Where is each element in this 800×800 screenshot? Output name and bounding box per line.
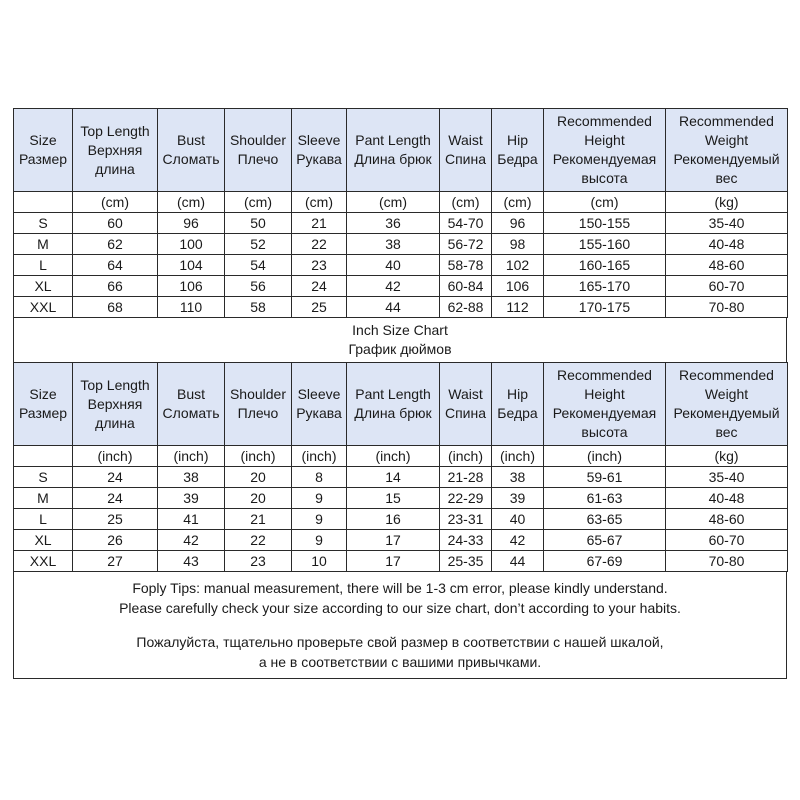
table-cell: 106 xyxy=(158,276,225,297)
table-row xyxy=(14,213,788,234)
table-cell: 15 xyxy=(347,488,440,509)
table-cell: 8 xyxy=(292,467,347,488)
column-header xyxy=(440,363,492,446)
size-label-cell: S xyxy=(14,467,73,488)
table-cell: 42 xyxy=(347,276,440,297)
table-cell: 102 xyxy=(492,255,544,276)
table-cell: 35-40 xyxy=(666,213,788,234)
table-cell: 59-61 xyxy=(544,467,666,488)
column-header-line: Pant Length xyxy=(355,132,431,148)
table-cell: 40-48 xyxy=(666,234,788,255)
unit-cell: (cm) xyxy=(225,192,292,213)
size-label-cell: XL xyxy=(14,276,73,297)
table-cell: 24 xyxy=(73,488,158,509)
column-header-line: Размер xyxy=(18,405,68,421)
column-header xyxy=(347,109,440,192)
unit-cell: (cm) xyxy=(347,192,440,213)
table-cell: 170-175 xyxy=(544,297,666,318)
table-cell: 52 xyxy=(225,234,292,255)
table-cell: 22-29 xyxy=(440,488,492,509)
column-header-line: Плечо xyxy=(237,405,279,421)
column-header-line: Waist xyxy=(448,386,483,402)
inch-banner-subtitle: График дюймов xyxy=(348,341,452,357)
unit-cell: (inch) xyxy=(347,446,440,467)
table-cell: 56-72 xyxy=(440,234,492,255)
column-header-line: Size xyxy=(29,386,57,402)
unit-cell: (inch) xyxy=(73,446,158,467)
table-row xyxy=(14,530,788,551)
table-cell: 65-67 xyxy=(544,530,666,551)
unit-cell: (cm) xyxy=(73,192,158,213)
table-row xyxy=(14,276,788,297)
cm-size-table xyxy=(13,108,788,318)
table-row xyxy=(14,509,788,530)
column-header-line: Size xyxy=(29,132,57,148)
unit-cell xyxy=(14,446,73,467)
table-cell: 48-60 xyxy=(666,509,788,530)
table-cell: 58-78 xyxy=(440,255,492,276)
table-cell: 61-63 xyxy=(544,488,666,509)
inch-header-row xyxy=(14,363,788,446)
column-header-line: Bust xyxy=(176,132,205,148)
column-header-line: длина xyxy=(95,160,135,177)
table-cell: 43 xyxy=(158,551,225,572)
units-row xyxy=(14,192,788,213)
tips-ru-line-1: Пожалуйста, тщательно проверьте свой размер в соответствии с нашей шкалой, xyxy=(136,634,664,650)
size-label-cell: M xyxy=(14,488,73,509)
column-header-line: Длина брюк xyxy=(354,151,432,167)
column-header xyxy=(544,109,666,192)
table-cell: 165-170 xyxy=(544,276,666,297)
table-cell: 27 xyxy=(73,551,158,572)
table-cell: 67-69 xyxy=(544,551,666,572)
column-header xyxy=(225,109,292,192)
table-cell: 112 xyxy=(492,297,544,318)
column-header-line: Бедра xyxy=(497,405,538,421)
table-cell: 20 xyxy=(225,488,292,509)
unit-cell: (inch) xyxy=(492,446,544,467)
column-header xyxy=(292,363,347,446)
table-cell: 42 xyxy=(492,530,544,551)
table-cell: 35-40 xyxy=(666,467,788,488)
size-label-cell: L xyxy=(14,509,73,530)
table-cell: 63-65 xyxy=(544,509,666,530)
column-header xyxy=(73,109,158,192)
table-cell: 23 xyxy=(225,551,292,572)
column-header-line: Рекомендуемый xyxy=(673,151,780,167)
table-cell: 16 xyxy=(347,509,440,530)
column-header-line: Waist xyxy=(448,132,483,148)
table-cell: 40 xyxy=(492,509,544,530)
column-header-line: Рукава xyxy=(296,405,342,421)
column-header-line: Верхняя xyxy=(87,395,143,412)
column-header-line: Бедра xyxy=(497,151,538,167)
table-cell: 22 xyxy=(292,234,347,255)
column-header xyxy=(225,363,292,446)
table-cell: 54-70 xyxy=(440,213,492,234)
table-cell: 68 xyxy=(73,297,158,318)
table-cell: 17 xyxy=(347,530,440,551)
table-cell: 40 xyxy=(347,255,440,276)
table-cell: 24-33 xyxy=(440,530,492,551)
table-cell: 23-31 xyxy=(440,509,492,530)
column-header xyxy=(73,363,158,446)
column-header xyxy=(158,363,225,446)
tips-en-line-1: Foply Tips: manual measurement, there will be 1-3 cm error, please kindly understand. xyxy=(132,580,668,596)
unit-cell xyxy=(14,192,73,213)
table-cell: 160-165 xyxy=(544,255,666,276)
column-header-line: Длина брюк xyxy=(354,405,432,421)
column-header-line: Плечо xyxy=(237,151,279,167)
column-header-line: Weight xyxy=(704,132,749,148)
table-cell: 22 xyxy=(225,530,292,551)
unit-cell: (inch) xyxy=(440,446,492,467)
column-header-line: вес xyxy=(715,170,738,186)
table-cell: 42 xyxy=(158,530,225,551)
column-header-line: Height xyxy=(584,386,625,402)
table-cell: 44 xyxy=(492,551,544,572)
size-label-cell: M xyxy=(14,234,73,255)
cm-header-row xyxy=(14,109,788,192)
table-cell: 96 xyxy=(492,213,544,234)
table-cell: 70-80 xyxy=(666,297,788,318)
column-header-line: Top Length xyxy=(80,376,150,393)
unit-cell: (inch) xyxy=(544,446,666,467)
table-cell: 26 xyxy=(73,530,158,551)
column-header-line: высота xyxy=(581,424,628,440)
column-header xyxy=(544,363,666,446)
table-cell: 9 xyxy=(292,509,347,530)
table-cell: 21 xyxy=(225,509,292,530)
size-label-cell: L xyxy=(14,255,73,276)
table-cell: 24 xyxy=(73,467,158,488)
unit-cell: (cm) xyxy=(440,192,492,213)
table-cell: 155-160 xyxy=(544,234,666,255)
column-header-line: вес xyxy=(715,424,738,440)
table-cell: 38 xyxy=(492,467,544,488)
table-row xyxy=(14,297,788,318)
column-header xyxy=(292,109,347,192)
table-cell: 20 xyxy=(225,467,292,488)
column-header-line: Спина xyxy=(444,151,487,167)
table-cell: 21 xyxy=(292,213,347,234)
table-cell: 96 xyxy=(158,213,225,234)
table-cell: 39 xyxy=(158,488,225,509)
unit-cell: (kg) xyxy=(666,446,788,467)
column-header-line: Recommended xyxy=(557,367,652,383)
unit-cell: (inch) xyxy=(292,446,347,467)
column-header xyxy=(440,109,492,192)
column-header xyxy=(14,109,73,192)
table-row xyxy=(14,551,788,572)
column-header xyxy=(666,363,788,446)
table-cell: 24 xyxy=(292,276,347,297)
table-cell: 110 xyxy=(158,297,225,318)
column-header-line: Pant Length xyxy=(355,386,431,402)
table-cell: 104 xyxy=(158,255,225,276)
table-row xyxy=(14,234,788,255)
column-header-line: Рекомендуемая xyxy=(552,405,657,421)
table-cell: 36 xyxy=(347,213,440,234)
column-header-line: Height xyxy=(584,132,625,148)
table-cell: 25 xyxy=(292,297,347,318)
unit-cell: (cm) xyxy=(544,192,666,213)
tips-box xyxy=(13,572,787,679)
table-cell: 64 xyxy=(73,255,158,276)
table-cell: 25 xyxy=(73,509,158,530)
table-cell: 9 xyxy=(292,488,347,509)
column-header-line: Hip xyxy=(506,386,528,402)
column-header xyxy=(492,363,544,446)
column-header-line: высота xyxy=(581,170,628,186)
column-header-line: Shoulder xyxy=(229,386,287,402)
inch-size-table xyxy=(13,362,788,572)
table-cell: 41 xyxy=(158,509,225,530)
column-header-line: Shoulder xyxy=(229,132,287,148)
column-header-line: Рекомендуемая xyxy=(552,151,657,167)
column-header-line: длина xyxy=(95,414,135,431)
table-cell: 44 xyxy=(347,297,440,318)
unit-cell: (cm) xyxy=(492,192,544,213)
column-header-line: Размер xyxy=(18,151,68,167)
table-cell: 60 xyxy=(73,213,158,234)
table-cell: 62 xyxy=(73,234,158,255)
table-cell: 25-35 xyxy=(440,551,492,572)
table-cell: 56 xyxy=(225,276,292,297)
column-header xyxy=(347,363,440,446)
column-header-line: Сломать xyxy=(162,151,220,167)
table-row xyxy=(14,488,788,509)
table-cell: 98 xyxy=(492,234,544,255)
inch-banner-title: Inch Size Chart xyxy=(352,322,448,338)
size-label-cell: XL xyxy=(14,530,73,551)
table-cell: 66 xyxy=(73,276,158,297)
column-header xyxy=(14,363,73,446)
table-cell: 106 xyxy=(492,276,544,297)
table-cell: 39 xyxy=(492,488,544,509)
units-row xyxy=(14,446,788,467)
table-row xyxy=(14,255,788,276)
column-header-line: Hip xyxy=(506,132,528,148)
table-cell: 50 xyxy=(225,213,292,234)
column-header-line: Recommended xyxy=(679,367,774,383)
column-header-line: Top Length xyxy=(80,122,150,139)
column-header-line: Рекомендуемый xyxy=(673,405,780,421)
table-cell: 38 xyxy=(347,234,440,255)
unit-cell: (inch) xyxy=(158,446,225,467)
column-header-line: Сломать xyxy=(162,405,220,421)
column-header-line: Sleeve xyxy=(297,386,341,402)
column-header xyxy=(666,109,788,192)
column-header-line: Weight xyxy=(704,386,749,402)
table-cell: 10 xyxy=(292,551,347,572)
table-cell: 48-60 xyxy=(666,255,788,276)
table-cell: 38 xyxy=(158,467,225,488)
table-row xyxy=(14,467,788,488)
tips-en-line-2: Please carefully check your size according to our size chart, don’t according to your habits. xyxy=(119,600,681,616)
column-header-line: Bust xyxy=(176,386,205,402)
size-label-cell: S xyxy=(14,213,73,234)
unit-cell: (kg) xyxy=(666,192,788,213)
table-cell: 150-155 xyxy=(544,213,666,234)
column-header xyxy=(492,109,544,192)
table-cell: 70-80 xyxy=(666,551,788,572)
table-cell: 60-70 xyxy=(666,276,788,297)
size-chart xyxy=(13,108,787,679)
table-cell: 9 xyxy=(292,530,347,551)
tips-ru-line-2: а не в соответствии с вашими привычками. xyxy=(258,654,542,670)
column-header-line: Верхняя xyxy=(87,141,143,158)
column-header-line: Спина xyxy=(444,405,487,421)
column-header-line: Recommended xyxy=(557,113,652,129)
table-cell: 40-48 xyxy=(666,488,788,509)
column-header-line: Recommended xyxy=(679,113,774,129)
table-cell: 21-28 xyxy=(440,467,492,488)
inch-size-chart-banner xyxy=(13,318,787,362)
table-cell: 54 xyxy=(225,255,292,276)
table-cell: 60-84 xyxy=(440,276,492,297)
column-header-line: Sleeve xyxy=(297,132,341,148)
table-cell: 14 xyxy=(347,467,440,488)
size-label-cell: XXL xyxy=(14,297,73,318)
size-label-cell: XXL xyxy=(14,551,73,572)
column-header xyxy=(158,109,225,192)
unit-cell: (cm) xyxy=(292,192,347,213)
column-header-line: Рукава xyxy=(296,151,342,167)
table-cell: 100 xyxy=(158,234,225,255)
table-cell: 60-70 xyxy=(666,530,788,551)
unit-cell: (cm) xyxy=(158,192,225,213)
table-cell: 17 xyxy=(347,551,440,572)
unit-cell: (inch) xyxy=(225,446,292,467)
table-cell: 23 xyxy=(292,255,347,276)
table-cell: 62-88 xyxy=(440,297,492,318)
table-cell: 58 xyxy=(225,297,292,318)
